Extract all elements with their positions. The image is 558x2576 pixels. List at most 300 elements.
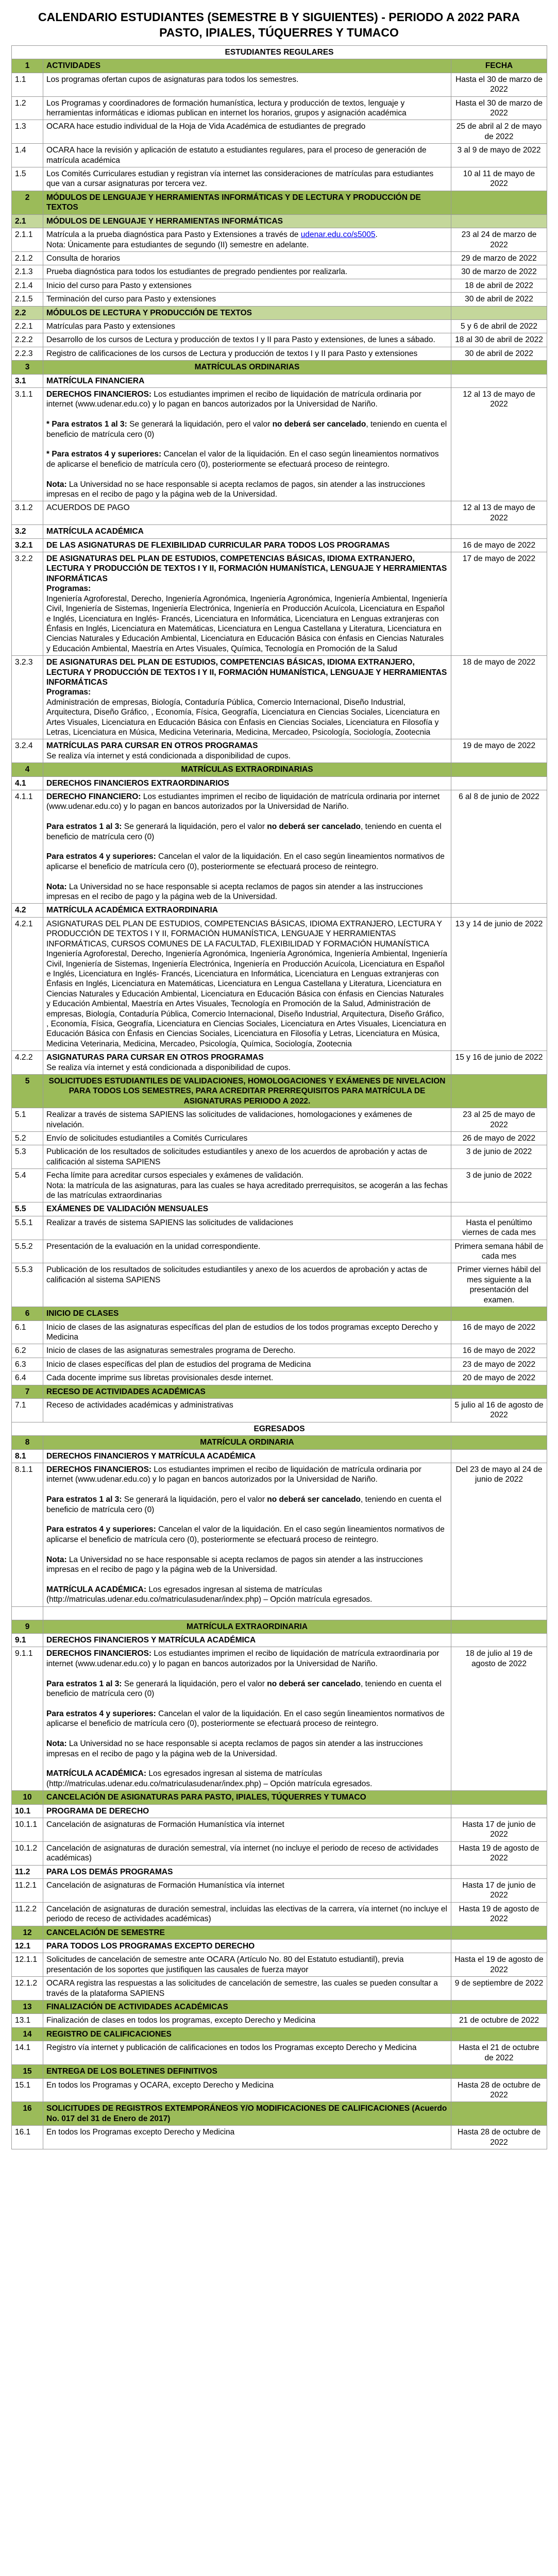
item-activity	[43, 1398, 451, 1422]
item-number: 1.1	[12, 73, 43, 96]
item-activity: CANCELACIÓN DE ASIGNATURAS PARA PASTO, IPIALES, TÚQUERRES Y TUMACO	[43, 1791, 451, 1804]
row-row	[12, 1263, 547, 1307]
item-number: 15	[12, 2065, 43, 2078]
item-activity: MATRÍCULA ORDINARIA	[43, 1436, 451, 1449]
section-row	[12, 361, 547, 374]
item-number: 6.1	[12, 1320, 43, 1344]
item-number: 3.2.4	[12, 739, 43, 763]
row-row	[12, 1344, 547, 1358]
item-activity: MATRÍCULAS ORDINARIAS	[43, 361, 451, 374]
item-number: 5.5.2	[12, 1240, 43, 1263]
item-number: 9	[12, 1620, 43, 1633]
activity-paragraph	[46, 469, 448, 479]
activity-paragraph: Registro de calificaciones de los cursos de Lectura y producción de textos I y II para Pasto y extensiones	[46, 349, 418, 358]
row-row	[12, 167, 547, 191]
item-number: 13	[12, 2001, 43, 2014]
item-activity: DE LAS ASIGNATURAS DE FLEXIBILIDAD CURRICULAR PARA TODOS LOS PROGRAMAS	[43, 538, 451, 552]
item-number: 3.1	[12, 374, 43, 387]
subsection-row	[12, 214, 547, 228]
activity-paragraph	[46, 812, 448, 822]
item-activity: DERECHOS FINANCIEROS EXTRAORDINARIOS	[43, 776, 451, 790]
activity-paragraph: * Para estratos 1 al 3: Se generará la liquidación, pero el valor no deberá ser cancelado, teniendo en cuenta el beneficio de matrícula cero (0)	[46, 420, 447, 439]
item-date: 30 de abril de 2022	[451, 293, 547, 306]
item-date	[451, 1074, 547, 1108]
item-date: 6 al 8 de junio de 2022	[451, 790, 547, 904]
group-title-row	[12, 1422, 547, 1435]
item-number: 2.1.3	[12, 265, 43, 279]
row-row	[12, 1977, 547, 2001]
activity-paragraph: Registro vía internet y publicación de calificaciones en todos los Programas excepto Derecho y Medicina	[46, 2043, 417, 2053]
section-row	[12, 59, 547, 73]
activity-paragraph: Programas:	[46, 584, 91, 594]
item-activity	[43, 1902, 451, 1926]
item-number: 3	[12, 361, 43, 374]
item-date	[451, 2065, 547, 2078]
activity-paragraph: MATRÍCULA ACADÉMICA: Los egresados ingresan al sistema de matrículas (http://matriculas.udenar.edu.co/matriculasudenar/index.php) – Opción matrícula egresados.	[46, 1769, 373, 1788]
row-row	[12, 1108, 547, 1132]
row-row	[12, 265, 547, 279]
item-activity	[43, 1344, 451, 1358]
activity-paragraph	[46, 1669, 448, 1679]
item-date: 3 de junio de 2022	[451, 1169, 547, 1202]
row-row	[12, 1320, 547, 1344]
row-row	[12, 251, 547, 265]
blank-cell	[12, 1606, 43, 1620]
item-date	[451, 306, 547, 319]
item-activity: MATRÍCULAS EXTRAORDINARIAS	[43, 763, 451, 776]
row-row	[12, 552, 547, 656]
item-number: 5.2	[12, 1132, 43, 1145]
item-activity	[43, 1953, 451, 1977]
item-activity	[43, 1108, 451, 1132]
item-number: 12	[12, 1926, 43, 1939]
item-activity: DERECHOS FINANCIEROS Y MATRÍCULA ACADÉMICA	[43, 1634, 451, 1647]
item-activity: ACTIVIDADES	[43, 59, 451, 73]
item-number: 5.5.1	[12, 1216, 43, 1240]
item-activity	[43, 501, 451, 525]
item-number: 1	[12, 59, 43, 73]
item-number: 2.2.2	[12, 333, 43, 347]
activity-paragraph: Finalización de clases en todos los programas, excepto Derecho y Medicina	[46, 2016, 316, 2025]
subhead-row	[12, 1449, 547, 1463]
item-date: Hasta 17 de junio de 2022	[451, 1879, 547, 1903]
row-row	[12, 1240, 547, 1263]
item-activity	[43, 251, 451, 265]
item-date	[451, 1202, 547, 1216]
activity-paragraph: Envío de solicitudes estudiantiles a Comités Curriculares	[46, 1134, 248, 1143]
item-activity	[43, 120, 451, 144]
item-number: 7	[12, 1385, 43, 1398]
activity-paragraph: Cancelación de asignaturas de Formación Humanística vía internet	[46, 1820, 284, 1829]
item-date: Hasta 19 de agosto de 2022	[451, 1902, 547, 1926]
activity-paragraph: Para estratos 1 al 3: Se generará la liquidación, pero el valor no deberá ser cancelado, teniendo en cuenta el beneficio de matrícula cero (0)	[46, 1495, 442, 1514]
item-number: 16.1	[12, 2126, 43, 2149]
activity-paragraph: Se realiza vía internet y está condicionada a disponibilidad de cupos.	[46, 1063, 291, 1072]
item-number: 2.1.4	[12, 279, 43, 292]
activity-paragraph: Inicio de clases específicas del plan de estudios del programa de Medicina	[46, 1360, 311, 1369]
item-date: 23 de mayo de 2022	[451, 1358, 547, 1371]
item-activity: ENTREGA DE LOS BOLETINES DEFINITIVOS	[43, 2065, 451, 2078]
group-title: ESTUDIANTES REGULARES	[12, 46, 547, 59]
item-number: 16	[12, 2102, 43, 2126]
activity-paragraph: OCARA hace la revisión y aplicación de estatuto a estudiantes regulares, para el proceso de generación de matrícula académica	[46, 146, 427, 165]
item-activity	[43, 293, 451, 306]
item-number: 11.2	[12, 1865, 43, 1878]
item-number: 8.1	[12, 1449, 43, 1463]
item-number: 8	[12, 1436, 43, 1449]
item-activity	[43, 1647, 451, 1791]
row-row	[12, 1371, 547, 1385]
item-date: FECHA	[451, 59, 547, 73]
activity-paragraph: Presentación de la evaluación en la unidad correspondiente.	[46, 1242, 261, 1251]
item-activity	[43, 656, 451, 739]
item-date: 3 al 9 de mayo de 2022	[451, 144, 547, 167]
activity-paragraph: Desarrollo de los cursos de Lectura y producción de textos I y II para Pasto y extensiones, de lunes a sábado.	[46, 335, 435, 345]
item-date: 3 de junio de 2022	[451, 1145, 547, 1169]
activity-paragraph: Inicio de clases de las asignaturas específicas del plan de estudios de los todos programas excepto Derecho y Medicina	[46, 1323, 438, 1342]
item-number: 2.1.2	[12, 251, 43, 265]
item-activity	[43, 2078, 451, 2102]
row-row	[12, 1169, 547, 1202]
item-date: 23 al 24 de marzo de 2022	[451, 228, 547, 252]
item-date: 12 al 13 de mayo de 2022	[451, 387, 547, 501]
item-activity	[43, 1879, 451, 1903]
item-number: 2.1	[12, 214, 43, 228]
item-date: Del 23 de mayo al 24 de junio de 2022	[451, 1463, 547, 1606]
item-date: Hasta el 30 de marzo de 2022	[451, 73, 547, 96]
item-activity	[43, 144, 451, 167]
activity-paragraph	[46, 439, 448, 449]
item-number: 11.2.2	[12, 1902, 43, 1926]
item-activity	[43, 1240, 451, 1263]
subhead-row	[12, 1202, 547, 1216]
item-number: 14.1	[12, 2041, 43, 2065]
item-number: 13.1	[12, 2014, 43, 2027]
item-number: 8.1.1	[12, 1463, 43, 1606]
item-number: 3.2.2	[12, 552, 43, 656]
item-date	[451, 1791, 547, 1804]
item-date	[451, 1385, 547, 1398]
item-date: Hasta 28 de octubre de 2022	[451, 2078, 547, 2102]
row-row	[12, 2078, 547, 2102]
subsection-row	[12, 306, 547, 319]
activity-paragraph: En todos los Programas y OCARA, excepto Derecho y Medicina	[46, 2080, 274, 2090]
item-number: 7.1	[12, 1398, 43, 1422]
item-activity	[43, 319, 451, 333]
row-row	[12, 917, 547, 1050]
activity-paragraph	[46, 1545, 448, 1554]
section-row	[12, 2027, 547, 2041]
activity-paragraph: Inicio de clases de las asignaturas semestrales programa de Derecho.	[46, 1346, 296, 1355]
item-number: 1.2	[12, 96, 43, 120]
row-row	[12, 319, 547, 333]
item-date: 15 y 16 de junio de 2022	[451, 1051, 547, 1075]
item-date: Primera semana hábil de cada mes	[451, 1240, 547, 1263]
row-row	[12, 333, 547, 347]
item-date: 30 de marzo de 2022	[451, 265, 547, 279]
row-row	[12, 347, 547, 360]
activity-paragraph: Terminación del curso para Pasto y extensiones	[46, 295, 216, 304]
item-activity	[43, 73, 451, 96]
item-number: 12.1.1	[12, 1953, 43, 1977]
item-activity	[43, 1320, 451, 1344]
activity-paragraph: DERECHOS FINANCIEROS: Los estudiantes imprimen el recibo de liquidación de matrícula ordinaria por internet (www.udenar.edu.co) y lo pagan en bancos autorizados por la Universidad de Nariño.	[46, 1465, 421, 1484]
item-number: 4.2.1	[12, 917, 43, 1050]
activity-paragraph: Para estratos 1 al 3: Se generará la liquidación, pero el valor no deberá ser cancelado, teniendo en cuenta el beneficio de matrícula cero (0)	[46, 1679, 442, 1699]
activity-paragraph: Ingeniería Agroforestal, Derecho, Ingeniería Agronómica, Ingeniería Agronómica, Ingeniería Ambiental, Ingeniería Civil, Ingeniería de Sistemas, Ingeniería Electrónica, Ingeniería en Producción Acuícola, Licenciatura en Español e Inglés, Licenciatura en Inglés- Francés, Licenciatura en Informática, Licenciatura en Lenguas extranjeras con Énfasis en Inglés, Licenciatura en Matemáticas, Licenciatura en Lengua Castellana y Literatura, Licenciatura en Ciencias Naturales y Educación Ambiental, Licenciatura en Educación Básica con énfasis en Ciencias Naturales y Educación Ambiental, Maestría en Artes Visuales, Tecnología en Promoción de la Salud, Administración de empresas, Biología, Contaduría Pública, Comercio Internacional, Diseño Industrial, Arquitectura, Diseño Gráfico, , Economía, Física, Geografía, Licenciatura en Ciencias Sociales, Licenciatura en Artes Visuales, Licenciatura en Educación Básica con Énfasis en Ciencias Sociales, Licenciatura en Filosofía y Letras, Licenciatura en Música, Medicina Veterinaria, Medicina, Mercadeo, Psicología, Química, Sociología, Zootecnia	[46, 950, 448, 1048]
item-activity: DERECHOS FINANCIEROS Y MATRÍCULA ACADÉMICA	[43, 1449, 451, 1463]
row-row	[12, 1132, 547, 1145]
item-number: 2	[12, 191, 43, 214]
activity-paragraph: ACUERDOS DE PAGO	[46, 503, 130, 513]
group-title-row	[12, 46, 547, 59]
activity-paragraph: Nota: La Universidad no se hace responsable si acepta reclamos de pagos sin atender a las instrucciones impresas en el recibo de pago y la página web de la Universidad.	[46, 1555, 423, 1574]
activity-paragraph: MATRÍCULAS PARA CURSAR EN OTROS PROGRAMAS	[46, 741, 258, 751]
row-row	[12, 1953, 547, 1977]
item-activity: MÓDULOS DE LENGUAJE Y HERRAMIENTAS INFORMÁTICAS	[43, 214, 451, 228]
item-activity	[43, 167, 451, 191]
activity-paragraph: Cancelación de asignaturas de duración semestral, incluidas las electivas de la carrera, vía internet (no incluye el periodo de receso de actividades académicas)	[46, 1904, 447, 1924]
item-activity	[43, 2126, 451, 2149]
activity-paragraph: Nota: la matrícula de las asignaturas, para las cuales se haya acreditado prerrequisitos, se acogerán a las fechas de las matrículas extraordinarias	[46, 1181, 448, 1200]
item-activity: PARA TODOS LOS PROGRAMAS EXCEPTO DERECHO	[43, 1940, 451, 1953]
item-number: 5.3	[12, 1145, 43, 1169]
row-row	[12, 1145, 547, 1169]
item-date: 21 de octubre de 2022	[451, 2014, 547, 2027]
group-title: EGRESADOS	[12, 1422, 547, 1435]
item-activity	[43, 1051, 451, 1075]
row-row	[12, 1902, 547, 1926]
row-row	[12, 1398, 547, 1422]
section-row	[12, 1791, 547, 1804]
activity-paragraph	[46, 872, 448, 882]
activity-paragraph: Los Programas y coordinadores de formación humanística, lectura y producción de textos, lenguaje y herramientas informáticas e idiomas publican en internet los horarios, grupos y asignación académica	[46, 98, 407, 118]
item-activity	[43, 1169, 451, 1202]
row-row	[12, 2126, 547, 2149]
item-date: 20 de mayo de 2022	[451, 1371, 547, 1385]
subhead-row	[12, 1634, 547, 1647]
activity-paragraph	[46, 1574, 448, 1584]
row-row	[12, 2041, 547, 2065]
row-row	[12, 656, 547, 739]
section-row	[12, 2001, 547, 2014]
item-date	[451, 776, 547, 790]
activity-paragraph: Nota: La Universidad no se hace responsable si acepta reclamos de pagos sin atender a las instrucciones impresas en el recibo de pago y la página web de la Universidad.	[46, 882, 423, 902]
item-number: 6.3	[12, 1358, 43, 1371]
item-number: 3.2	[12, 525, 43, 538]
item-number: 2.2.3	[12, 347, 43, 360]
blank-row	[12, 1606, 547, 1620]
activity-paragraph: Consulta de horarios	[46, 253, 121, 263]
activity-paragraph: Nota: La Universidad no se hace responsable si acepta reclamos de pagos, sin atender a las instrucciones impresas en el recibo de pago y la página web de la Universidad.	[46, 480, 425, 499]
activity-paragraph	[46, 1699, 448, 1709]
subhead-row	[12, 1865, 547, 1878]
section-row	[12, 1926, 547, 1939]
item-activity	[43, 1145, 451, 1169]
item-number: 6.2	[12, 1344, 43, 1358]
item-activity: MATRÍCULA ACADÉMICA EXTRAORDINARIA	[43, 904, 451, 917]
item-date	[451, 2102, 547, 2126]
row-row	[12, 1051, 547, 1075]
calendar-table-body	[12, 46, 547, 2149]
item-date: 26 de mayo de 2022	[451, 1132, 547, 1145]
activity-paragraph: Prueba diagnóstica para todos los estudiantes de pregrado pendientes por realizarla.	[46, 267, 348, 277]
subhead-row	[12, 525, 547, 538]
item-number: 3.1.2	[12, 501, 43, 525]
item-date: Hasta 28 de octubre de 2022	[451, 2126, 547, 2149]
item-date: 29 de marzo de 2022	[451, 251, 547, 265]
item-date: 23 al 25 de mayo de 2022	[451, 1108, 547, 1132]
item-activity	[43, 228, 451, 252]
activity-paragraph: Fecha límite para acreditar cursos especiales y exámenes de validación.	[46, 1171, 303, 1180]
item-date	[451, 1926, 547, 1939]
item-number: 12.1	[12, 1940, 43, 1953]
item-date: 18 al 30 de abril de 2022	[451, 333, 547, 347]
activity-paragraph	[46, 1759, 448, 1769]
item-number: 5	[12, 1074, 43, 1108]
activity-paragraph: Para estratos 4 y superiores: Cancelan el valor de la liquidación. En el caso según lineamientos normativos de aplicarse el beneficio de matrícula cero (0), posteriormente se efectuará proceso de reintegro.	[46, 1709, 445, 1728]
activity-paragraph: Publicación de los resultados de solicitudes estudiantiles y anexo de los acuerdos de aprobación y actas de calificación al sistema SAPIENS	[46, 1147, 428, 1166]
row-row	[12, 1818, 547, 1841]
subhead-row	[12, 1940, 547, 1953]
item-date: 10 al 11 de mayo de 2022	[451, 167, 547, 191]
item-activity	[43, 790, 451, 904]
item-activity	[43, 1263, 451, 1307]
activity-paragraph: Ingeniería Agroforestal, Derecho, Ingeniería Agronómica, Ingeniería Agronómica, Ingeniería Ambiental, Ingeniería Civil, Ingeniería de Sistemas, Ingeniería Electrónica, Ingeniería en Producción Acuícola, Licenciatura en Español e Inglés, Licenciatura en Inglés- Francés, Licenciatura en Informática, Licenciatura en Lenguas extranjeras con Énfasis en Inglés, Licenciatura en Matemáticas, Licenciatura en Lengua Castellana y Literatura, Licenciatura en Ciencias Naturales y Educación Ambiental, Licenciatura en Educación Básica con énfasis en Ciencias Naturales y Educación Ambiental, Maestría en Artes Visuales, Química, Tecnología en Promoción de la Salud	[46, 594, 448, 653]
item-number: 4.2	[12, 904, 43, 917]
row-row	[12, 144, 547, 167]
item-date	[451, 1436, 547, 1449]
item-activity: RECESO DE ACTIVIDADES ACADÉMICAS	[43, 1385, 451, 1398]
blank-cell	[43, 1606, 451, 1620]
item-number: 10.1.1	[12, 1818, 43, 1841]
section-row	[12, 2065, 547, 2078]
subhead-row	[12, 538, 547, 552]
item-number: 3.2.1	[12, 538, 43, 552]
activity-paragraph: Matrículas para Pasto y extensiones	[46, 321, 175, 331]
section-row	[12, 2102, 547, 2126]
item-activity: CANCELACIÓN DE SEMESTRE	[43, 1926, 451, 1939]
row-row	[12, 1216, 547, 1240]
item-activity: MÓDULOS DE LENGUAJE Y HERRAMIENTAS INFORMÁTICAS Y DE LECTURA Y PRODUCCIÓN DE TEXTOS	[43, 191, 451, 214]
item-number: 4.1.1	[12, 790, 43, 904]
item-number: 10	[12, 1791, 43, 1804]
activity-paragraph: Realizar a través de sistema SAPIENS las solicitudes de validaciones	[46, 1218, 294, 1227]
item-number: 5.5.3	[12, 1263, 43, 1307]
item-activity: PARA LOS DEMÁS PROGRAMAS	[43, 1865, 451, 1878]
item-date	[451, 1307, 547, 1320]
activity-paragraph: DERECHOS FINANCIEROS: Los estudiantes imprimen el recibo de liquidación de matrícula ordinaria por internet (www.udenar.edu.co) y lo pagan en bancos autorizados por la Universidad de Nariño.	[46, 389, 421, 409]
activity-paragraph: Para estratos 1 al 3: Se generará la liquidación, pero el valor no deberá ser cancelado, teniendo en cuenta el beneficio de matrícula cero (0)	[46, 822, 442, 841]
activity-paragraph: ASIGNATURAS PARA CURSAR EN OTROS PROGRAMAS	[46, 1053, 264, 1062]
item-activity: FINALIZACIÓN DE ACTIVIDADES ACADÉMICAS	[43, 2001, 451, 2014]
item-activity	[43, 2041, 451, 2065]
item-number: 4.2.2	[12, 1051, 43, 1075]
item-activity	[43, 1132, 451, 1145]
link[interactable]: udenar.edu.co/s5005	[300, 230, 376, 240]
item-number: 10.1.2	[12, 1841, 43, 1865]
item-date: 18 de abril de 2022	[451, 279, 547, 292]
item-date: 9 de septiembre de 2022	[451, 1977, 547, 2001]
item-number: 1.3	[12, 120, 43, 144]
section-row	[12, 763, 547, 776]
activity-paragraph	[46, 842, 448, 852]
subhead-row	[12, 776, 547, 790]
item-date: 18 de julio al 19 de agosto de 2022	[451, 1647, 547, 1791]
activity-paragraph: Los Comités Curriculares estudian y registran vía internet las consideraciones de matrículas para estudiantes que van a cursar asignaturas por tercera vez.	[46, 170, 434, 189]
item-number: 1.5	[12, 167, 43, 191]
item-date: 17 de mayo de 2022	[451, 552, 547, 656]
activity-paragraph: En todos los Programas excepto Derecho y Medicina	[46, 2128, 235, 2137]
item-number: 2.2.1	[12, 319, 43, 333]
item-activity: SOLICITUDES DE REGISTROS EXTEMPORÁNEOS Y/O MODIFICACIONES DE CALIFICACIONES (Acuerdo No. 017 del 31 de Enero de 2017)	[43, 2102, 451, 2126]
item-date: 16 de mayo de 2022	[451, 538, 547, 552]
item-number: 3.2.3	[12, 656, 43, 739]
item-number: 5.5	[12, 1202, 43, 1216]
activity-paragraph: DERECHOS FINANCIEROS: Los estudiantes imprimen el recibo de liquidación de matrícula extraordinaria por internet (www.udenar.edu.co) y lo pagan en bancos autorizados por la Universidad de Nariño.	[46, 1649, 439, 1668]
section-row	[12, 1074, 547, 1108]
activity-paragraph: Administración de empresas, Biología, Contaduría Pública, Comercio Internacional, Diseño Industrial, Arquitectura, Diseño Gráfico, , Economía, Física, Geografía, Licenciatura en Ciencias Sociales, Licenciatura en Artes Visuales, Licenciatura en Educación Básica con Énfasis en Ciencias Sociales, Licenciatura en Filosofía y Letras, Licenciatura en Música, Medicina Veterinaria, Medicina, Mercadeo, Psicología, Sociología, Zootecnia	[46, 698, 440, 737]
row-row	[12, 790, 547, 904]
row-row	[12, 120, 547, 144]
activity-paragraph: Cancelación de asignaturas de Formación Humanística vía internet	[46, 1881, 284, 1890]
item-date	[451, 214, 547, 228]
subhead-row	[12, 374, 547, 387]
item-date: 5 julio al 16 de agosto de 2022	[451, 1398, 547, 1422]
item-activity	[43, 1841, 451, 1865]
item-activity	[43, 96, 451, 120]
item-number: 6.4	[12, 1371, 43, 1385]
activity-paragraph: Receso de actividades académicas y administrativas	[46, 1400, 233, 1410]
item-number: 12.1.2	[12, 1977, 43, 2001]
activity-paragraph	[46, 1729, 448, 1739]
activity-paragraph: * Para estratos 4 y superiores: Cancelan el valor de la liquidación. En el caso según lineamientos normativos de aplicarse el beneficio de matrícula cero (0), posteriormente se efectuará proceso de reintegro.	[46, 450, 439, 469]
item-date	[451, 1865, 547, 1878]
item-activity	[43, 1977, 451, 2001]
item-date: Hasta el penúltimo viernes de cada mes	[451, 1216, 547, 1240]
item-date: Hasta el 19 de agosto de 2022	[451, 1953, 547, 1977]
item-date: 16 de mayo de 2022	[451, 1344, 547, 1358]
row-row	[12, 279, 547, 292]
item-date: Hasta el 21 de octubre de 2022	[451, 2041, 547, 2065]
activity-paragraph: OCARA hace estudio individual de la Hoja de Vida Académica de estudiantes de pregrado	[46, 122, 366, 131]
row-row	[12, 501, 547, 525]
row-row	[12, 1879, 547, 1903]
item-activity: EXÁMENES DE VALIDACIÓN MENSUALES	[43, 1202, 451, 1216]
activity-paragraph: Matrícula a la prueba diagnóstica para Pasto y Extensiones a través de udenar.edu.co/s5005.	[46, 230, 378, 240]
activity-paragraph: Cancelación de asignaturas de duración semestral, vía internet (no incluye el periodo de receso de actividades académicas)	[46, 1843, 438, 1863]
row-row	[12, 228, 547, 252]
item-activity	[43, 739, 451, 763]
section-row	[12, 191, 547, 214]
row-row	[12, 2014, 547, 2027]
item-date: Primer viernes hábil del mes siguiente a la presentación del examen.	[451, 1263, 547, 1307]
item-number: 4.1	[12, 776, 43, 790]
item-activity	[43, 1371, 451, 1385]
item-date: Hasta 19 de agosto de 2022	[451, 1841, 547, 1865]
item-number: 9.1	[12, 1634, 43, 1647]
item-number: 10.1	[12, 1804, 43, 1818]
activity-paragraph: OCARA registra las respuestas a las solicitudes de cancelación de semestre, las cuales se pueden consultar a través de la plataforma SAPIENS	[46, 1979, 438, 1998]
activity-paragraph: Los programas ofertan cupos de asignaturas para todos los semestres.	[46, 75, 299, 84]
calendar-table	[11, 45, 547, 2149]
section-row	[12, 1436, 547, 1449]
item-activity	[43, 387, 451, 501]
activity-paragraph: Nota: La Universidad no se hace responsable si acepta reclamos de pagos sin atender a las instrucciones impresas en el recibo de pago y la página web de la Universidad.	[46, 1739, 423, 1758]
activity-paragraph: DE ASIGNATURAS DEL PLAN DE ESTUDIOS, COMPETENCIAS BÁSICAS, IDIOMA EXTRANJERO, LECTURA Y PRODUCCIÓN DE TEXTOS I Y II, FORMACIÓN HUMANÍSTICA, LENGUAJE Y HERRAMIENTAS INFORMÁTICAS	[46, 658, 447, 687]
item-date	[451, 904, 547, 917]
item-date	[451, 525, 547, 538]
